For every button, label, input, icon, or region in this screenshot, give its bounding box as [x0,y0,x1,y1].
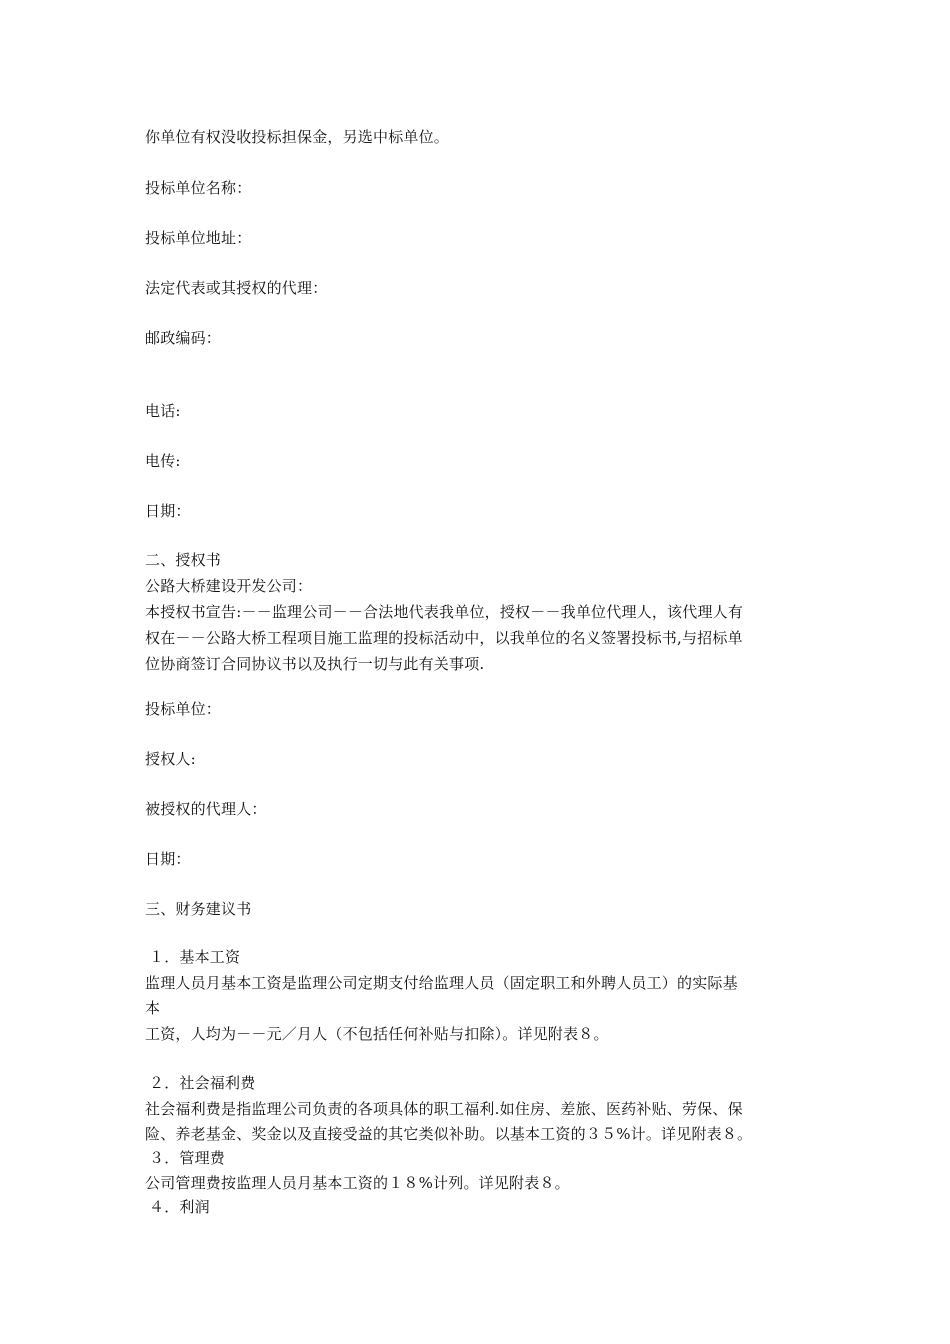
management-fee-text: 公司管理费按监理人员月基本工资的１８%计列。详见附表８。 [145,1174,570,1192]
item-heading-basic-salary: １．基本工资 [149,948,241,966]
item-heading-management-fee: ３．管理费 [149,1149,226,1167]
section-heading-financial-proposal: 三、财务建议书 [145,900,252,918]
label-postal-code: 邮政编码： [145,329,222,347]
label-bidder: 投标单位： [145,700,222,718]
item-heading-profit: ４．利润 [149,1198,210,1216]
label-bidder-address: 投标单位地址： [145,229,252,247]
authorization-text-line-3: 位协商签订合同协议书以及执行一切与此有关事项. [145,655,485,673]
social-welfare-text-line-1: 社会福利费是指监理公司负责的各项具体的职工福利.如住房、差旅、医药补贴、劳保、保 [145,1100,743,1118]
label-phone: 电话: [145,402,181,420]
addressee-line: 公路大桥建设开发公司： [145,577,313,595]
label-bidder-name: 投标单位名称： [145,179,252,197]
label-authorizer: 授权人: [145,750,196,768]
label-authorized-agent: 被授权的代理人： [145,800,267,818]
label-fax: 电传: [145,452,181,470]
item-heading-social-welfare: ２．社会福利费 [149,1074,256,1092]
label-date-1: 日期： [145,502,191,520]
basic-salary-text-line-1: 监理人员月基本工资是监理公司定期支付给监理人员（固定职工和外聘人员工）的实际基 [145,974,738,992]
authorization-text-line-2: 权在－－公路大桥工程项目施工监理的投标活动中，以我单位的名义签署投标书,与招标单 [145,629,743,647]
social-welfare-text-line-2: 险、养老基金、奖金以及直接受益的其它类似补助。以基本工资的３５%计。详见附表８。 [145,1125,753,1143]
basic-salary-text-line-2: 本 [145,999,161,1017]
text-line-forfeit-guarantee: 你单位有权没收投标担保金，另选中标单位。 [145,128,450,146]
label-legal-representative: 法定代表或其授权的代理： [145,279,328,297]
label-date-2: 日期： [145,850,191,868]
authorization-text-line-1: 本授权书宣告:－－监理公司－－合法地代表我单位，授权－－我单位代理人，该代理人有 [145,603,744,621]
basic-salary-text-line-3: 工资，人均为－－元／月人（不包括任何补贴与扣除）。详见附表８。 [145,1025,609,1043]
section-heading-authorization: 二、授权书 [145,551,222,569]
